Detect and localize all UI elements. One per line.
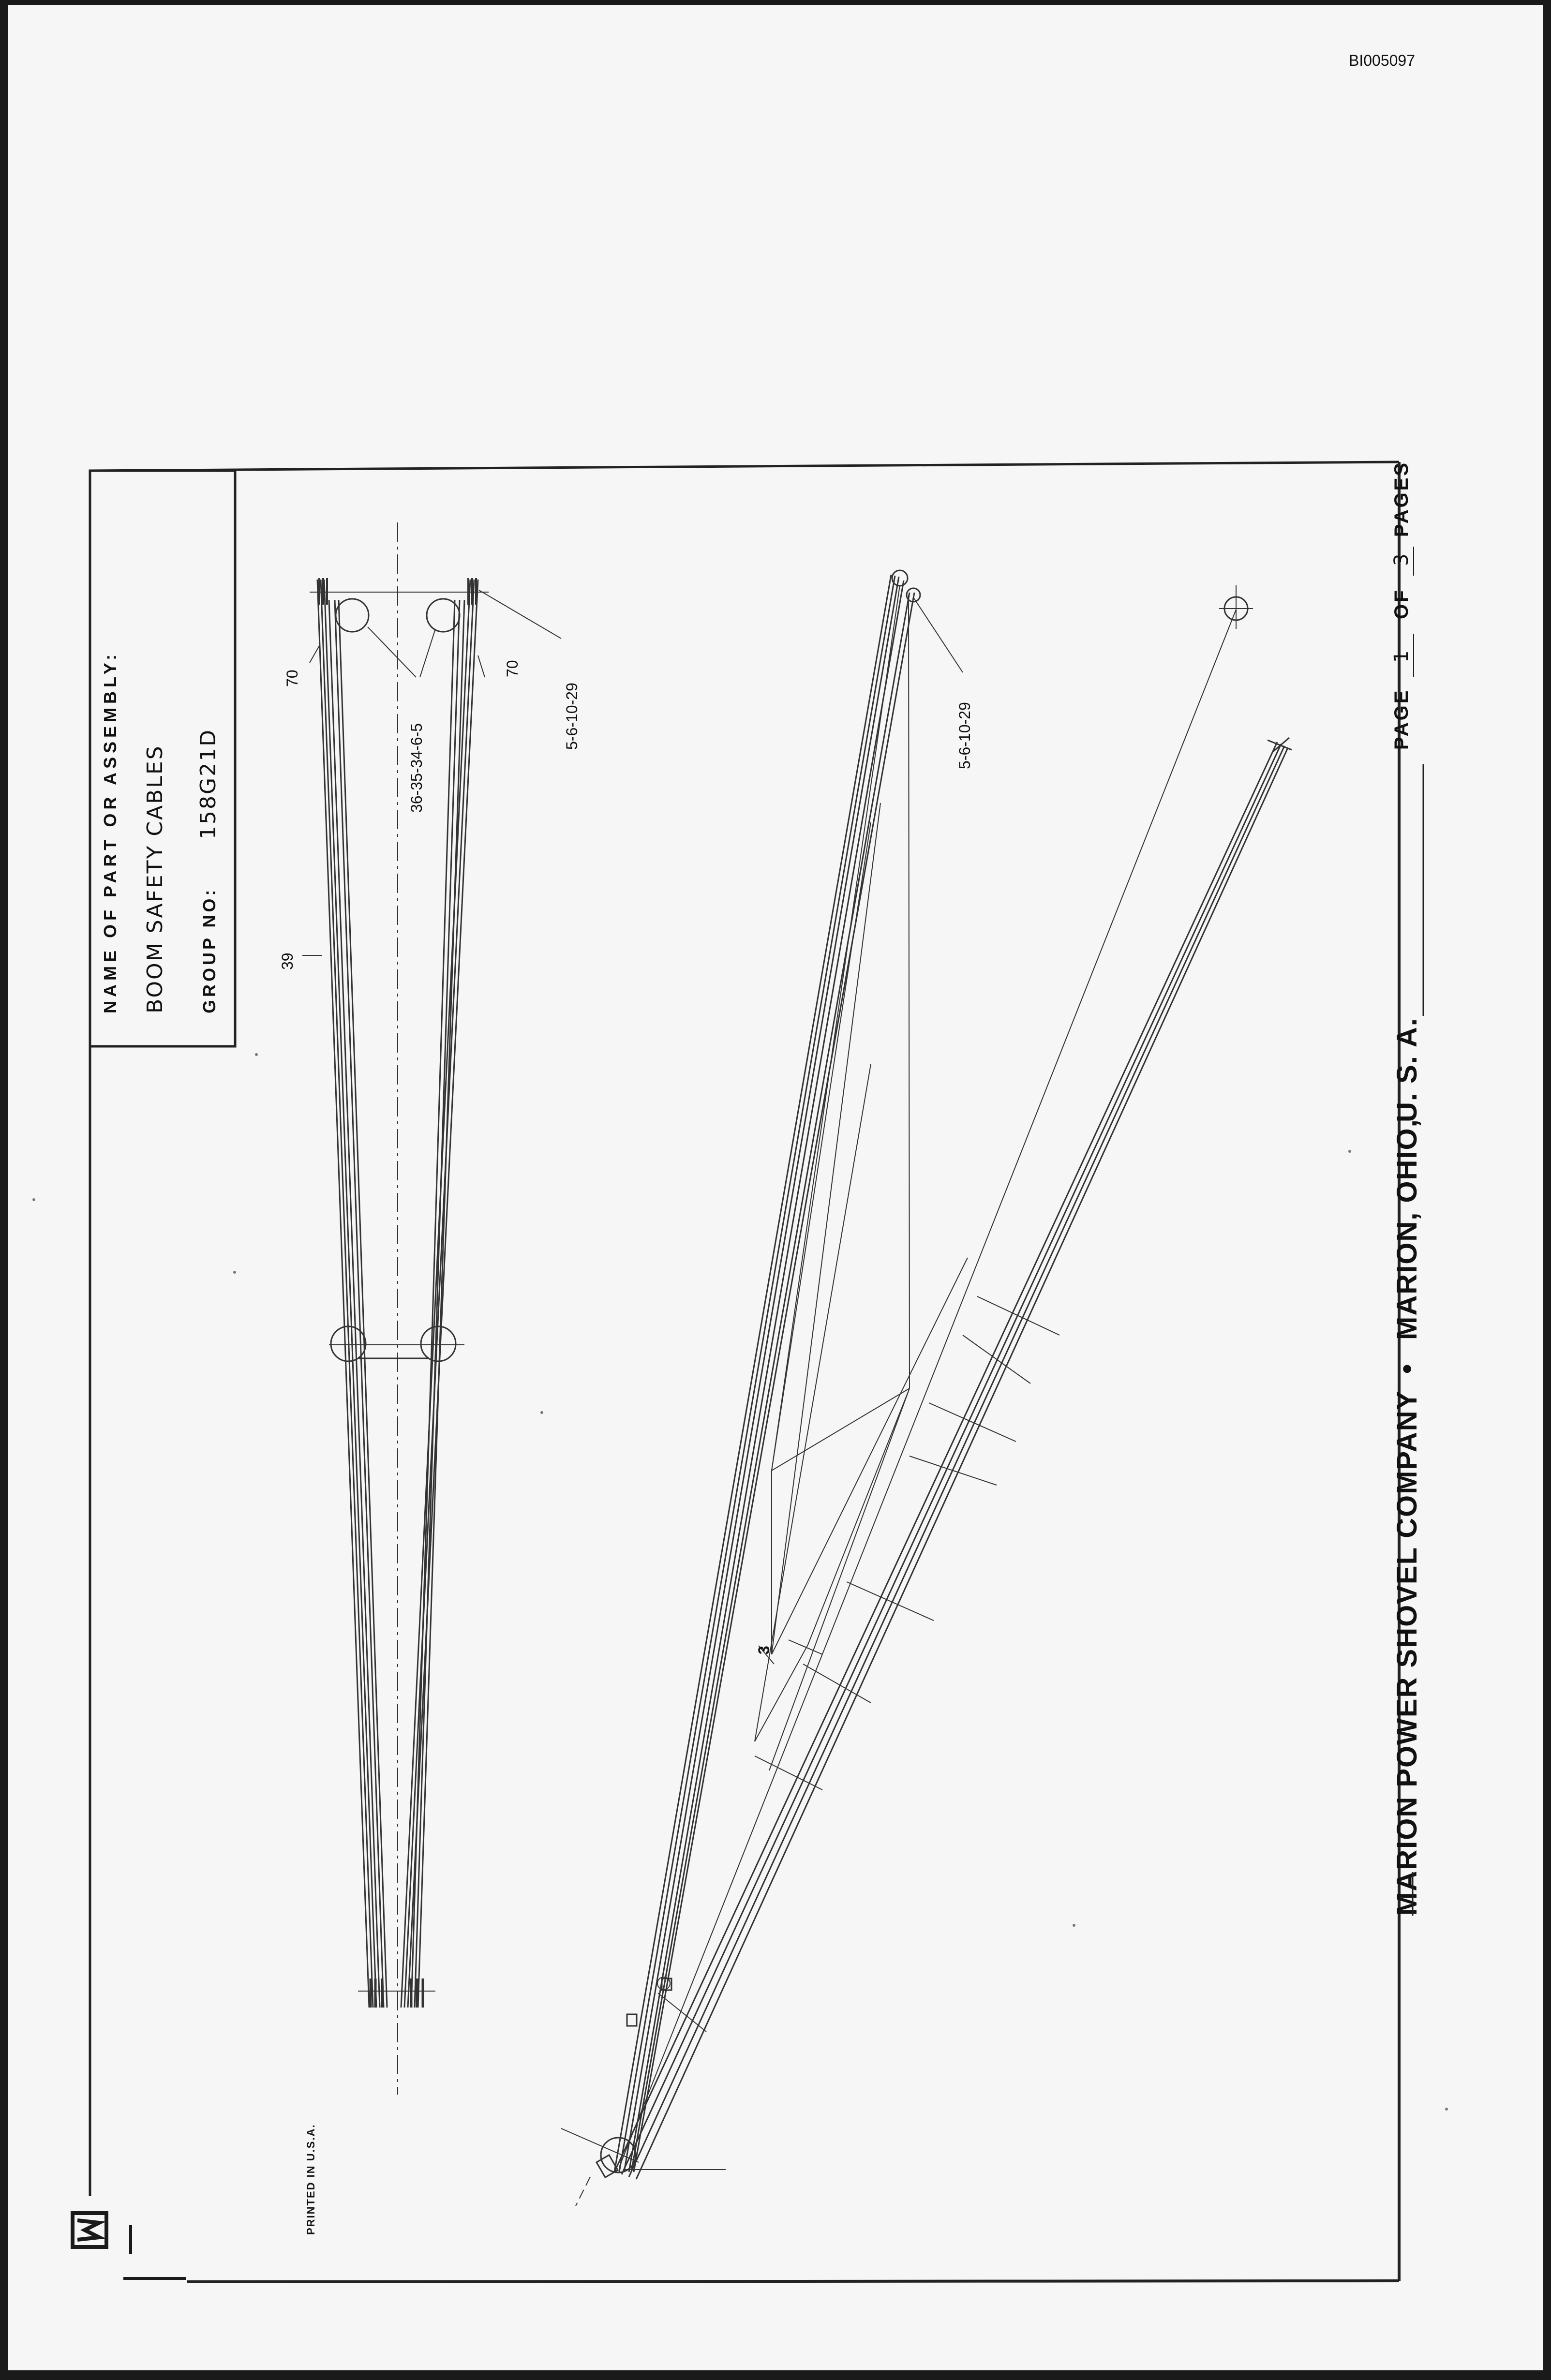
- scan-edge-right: [1543, 0, 1551, 2380]
- page-label: PAGE: [1391, 688, 1412, 750]
- callout-70-bottom: 70: [504, 660, 521, 677]
- company-location: MARION, OHIO,: [1391, 1118, 1423, 1340]
- company-name: MARION POWER SHOVEL COMPANY: [1391, 1390, 1423, 1916]
- scan-edge-left: [0, 0, 8, 2380]
- page-number: 1: [1390, 650, 1413, 663]
- footer-separator: •: [1391, 1364, 1423, 1374]
- printed-in-usa: PRINTED IN U.S.A.: [305, 2124, 317, 2235]
- document-id: BI005097: [1348, 52, 1415, 69]
- callout-3: 3: [755, 1646, 773, 1654]
- callout-5-6-10-29-top: 5-6-10-29: [563, 683, 581, 750]
- assembly-name: BOOM SAFETY CABLES: [143, 744, 167, 1013]
- group-number: 158G21D: [196, 729, 221, 839]
- callout-70-top: 70: [283, 669, 301, 687]
- page-total: 3: [1390, 553, 1413, 566]
- pages-label: PAGES: [1391, 461, 1412, 537]
- callout-39: 39: [279, 952, 296, 970]
- company-country: U. S. A.: [1391, 1017, 1423, 1122]
- scan-edge-top: [0, 0, 1551, 5]
- name-of-part-caption: NAME OF PART OR ASSEMBLY:: [100, 650, 120, 1013]
- scan-edge-bottom: [0, 2370, 1551, 2380]
- callout-5-6-10-29-side: 5-6-10-29: [956, 702, 973, 769]
- of-label: OF: [1391, 588, 1412, 619]
- callout-36-35-34-6-5: 36-35-34-6-5: [408, 723, 425, 813]
- group-no-caption: GROUP NO:: [199, 887, 219, 1013]
